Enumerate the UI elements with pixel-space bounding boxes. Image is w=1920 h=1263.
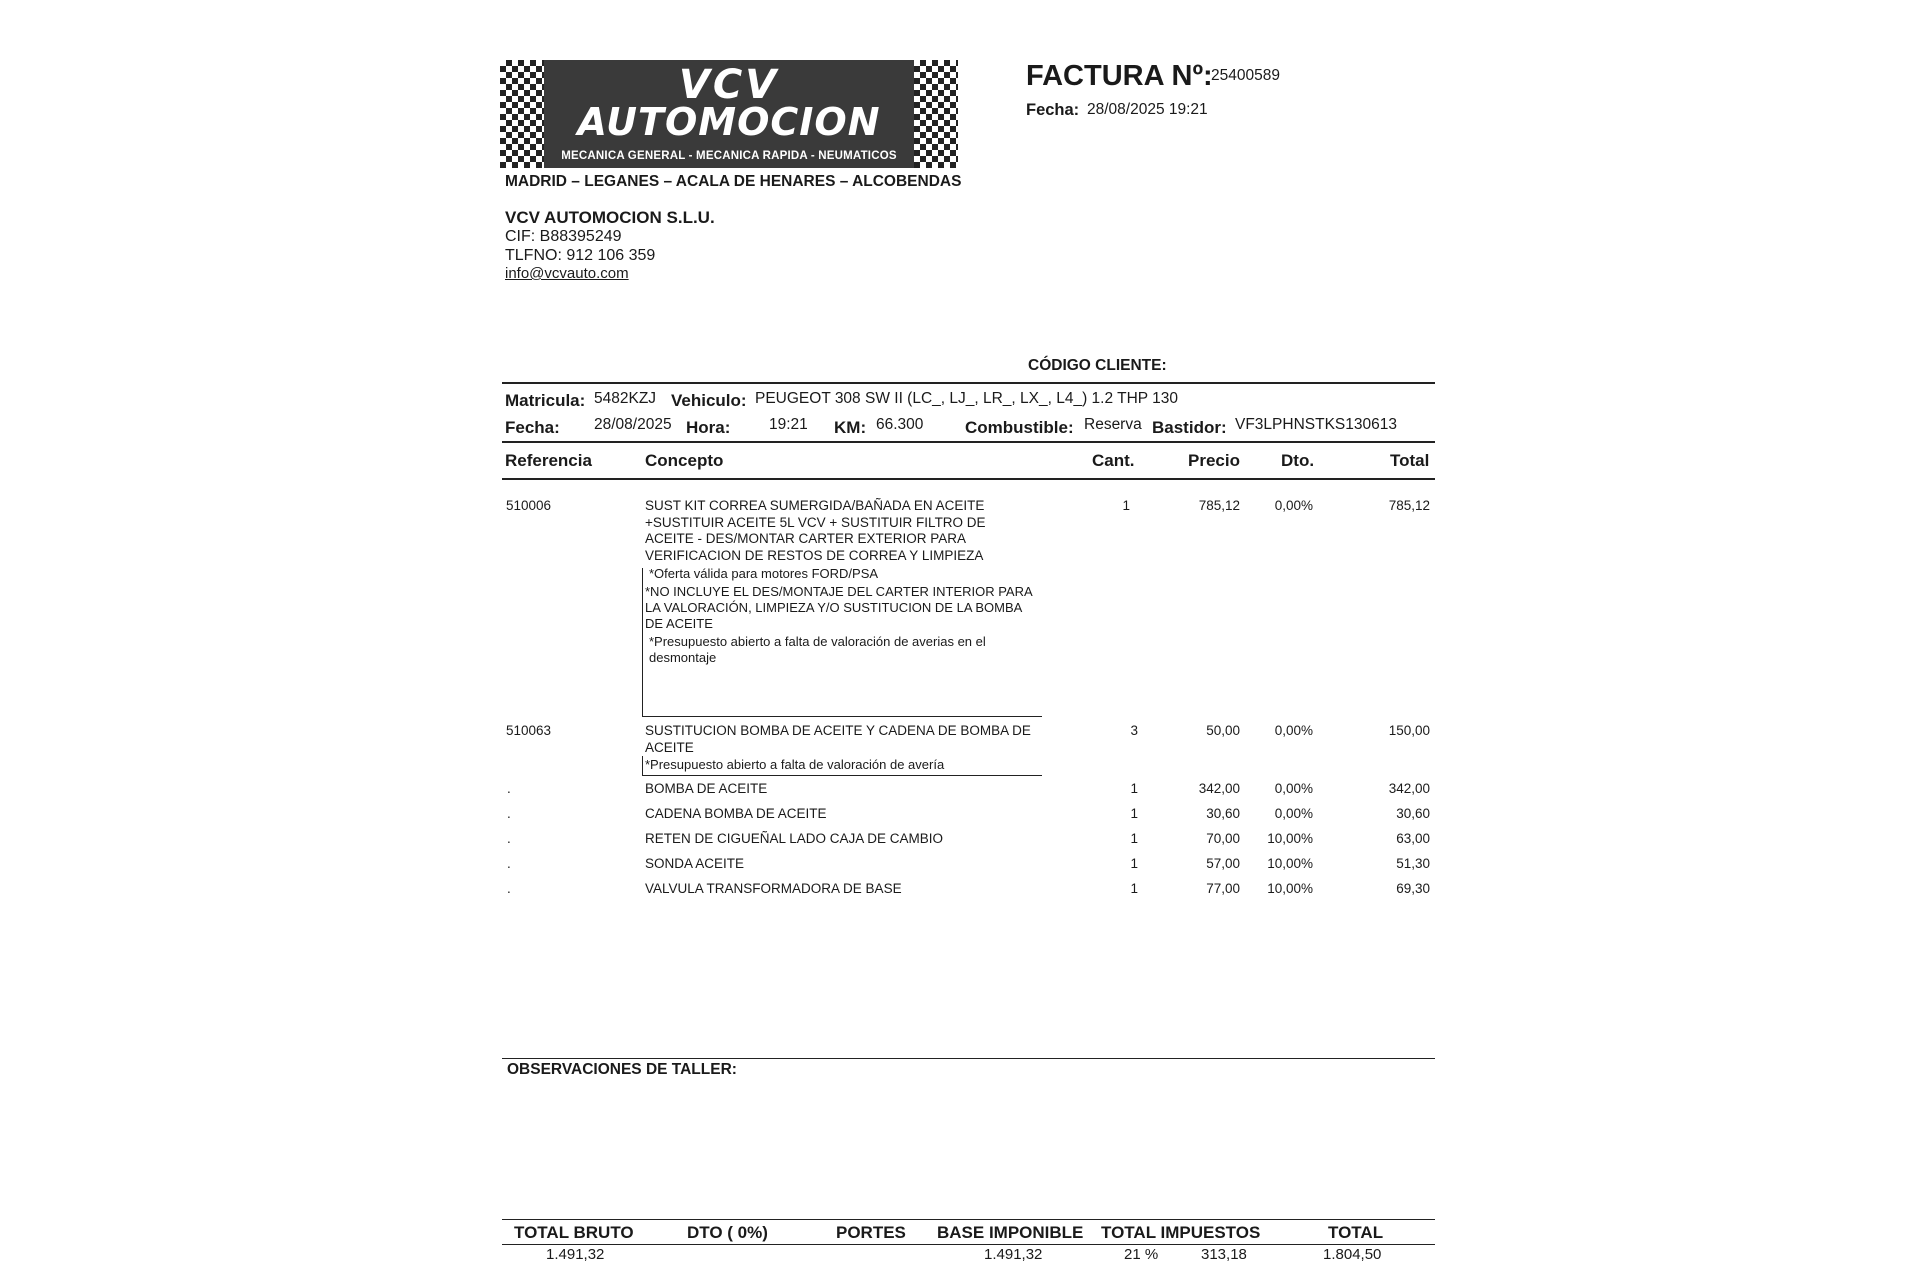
vehiculo-label: Vehiculo: [671,391,747,410]
logo-text-automocion: AUTOMOCION [577,100,881,144]
item-total: 342,00 [1388,781,1430,796]
item-total: 30,60 [1396,806,1430,821]
item-concept: CADENA BOMBA DE ACEITE [645,806,827,821]
company-name: VCV AUTOMOCION S.L.U. [505,208,715,227]
item-dto: 10,00% [1267,856,1313,871]
item-dto: 0,00% [1274,498,1313,513]
vehiculo-value: PEUGEOT 308 SW II (LC_, LJ_, LR_, LX_, L4_) 1.2 THP 130 [755,390,1179,407]
item-cant: 3 [1130,723,1138,738]
note-border [642,756,643,775]
item-precio: 342,00 [1198,781,1240,796]
item-cant: 1 [1130,806,1138,821]
item-concept: RETEN DE CIGUEÑAL LADO CAJA DE CAMBIO [645,831,944,846]
item-concept: BOMBA DE ACEITE [645,781,768,796]
item-concept: SUST KIT CORREA SUMERGIDA/BAÑADA EN ACEITE +SUSTITUIR ACEITE 5L VCV + SUSTITUIR FILTRO DE ACEITE - DES/MONTAR CARTER EXTERIOR PARA VERIFICACION DE RESTOS DE CORREA Y LIMPIEZA [645,498,986,563]
item-note: *Presupuesto abierto a falta de valoración de avería [645,757,945,772]
footer-header-dto: DTO ( 0%) [687,1223,768,1242]
item-note: *Presupuesto abierto a falta de valoración de averias en el desmontaje [649,634,986,665]
item-precio: 30,60 [1206,806,1240,821]
item-concept: SONDA ACEITE [645,856,745,871]
item-precio: 70,00 [1206,831,1240,846]
item-dto: 10,00% [1267,831,1313,846]
km-value: 66.300 [876,416,924,433]
item-ref: . [507,781,511,796]
company-logo [500,60,958,168]
col-header-precio: Precio [1188,451,1240,470]
footer-base-imponible: 1.491,32 [984,1246,1043,1263]
col-header-concepto: Concepto [645,451,724,470]
footer-header-total: TOTAL [1328,1223,1384,1242]
invoice-date-label: Fecha: [1026,101,1080,119]
logo-tagline: MECANICA GENERAL - MECANICA RAPIDA - NEUMATICOS [561,150,897,162]
item-cant: 1 [1130,781,1138,796]
combustible-value: Reserva [1084,416,1142,433]
item-total: 69,30 [1396,881,1430,896]
item-ref: . [507,806,511,821]
item-ref: . [507,881,511,896]
item-concept: VALVULA TRANSFORMADORA DE BASE [645,881,902,896]
item-ref: . [507,856,511,871]
divider [502,478,1435,480]
matricula-value: 5482KZJ [594,390,657,407]
col-header-total: Total [1390,451,1430,470]
item-total: 63,00 [1396,831,1430,846]
item-precio: 77,00 [1206,881,1240,896]
footer-header-total-bruto: TOTAL BRUTO [514,1223,634,1242]
footer-header-portes: PORTES [836,1223,906,1242]
item-ref: 510063 [506,723,552,738]
km-label: KM: [834,418,867,437]
item-cant: 1 [1130,831,1138,846]
item-note: *NO INCLUYE EL DES/MONTAJE DEL CARTER INTERIOR PARA LA VALORACIÓN, LIMPIEZA Y/O SUSTITUCION DE LA BOMBA DE ACEITE [645,584,1032,631]
company-phone: TLFNO: 912 106 359 [505,247,656,264]
divider [502,1058,1435,1059]
item-total: 51,30 [1396,856,1430,871]
item-cant: 1 [1130,856,1138,871]
item-ref: 510006 [506,498,552,513]
footer-impuestos: 313,18 [1201,1246,1247,1263]
invoice-number: 25400589 [1211,67,1280,84]
item-concept: SUSTITUCION BOMBA DE ACEITE Y CADENA DE BOMBA DE ACEITE [645,723,1031,755]
combustible-label: Combustible: [965,418,1074,437]
hora-label: Hora: [686,418,731,437]
item-dto: 0,00% [1274,806,1313,821]
bastidor-label: Bastidor: [1152,418,1227,437]
item-dto: 0,00% [1274,723,1313,738]
col-header-dto: Dto. [1281,451,1315,470]
item-total: 150,00 [1388,723,1430,738]
item-total: 785,12 [1388,498,1430,513]
footer-header-total-impuestos: TOTAL IMPUESTOS [1101,1223,1261,1242]
fecha-label: Fecha: [505,418,560,437]
footer-iva-percent: 21 % [1124,1246,1159,1263]
bastidor-value: VF3LPHNSTKS130613 [1235,416,1397,433]
col-header-referencia: Referencia [505,451,592,470]
company-email-link[interactable]: info@vcvauto.com [505,265,629,282]
matricula-label: Matricula: [505,391,586,410]
invoice-title: FACTURA Nº: [1026,60,1213,92]
company-cif: CIF: B88395249 [505,228,622,245]
item-dto: 10,00% [1267,881,1313,896]
item-precio: 785,12 [1198,498,1240,513]
item-cant: 1 [1122,498,1130,513]
item-precio: 50,00 [1206,723,1240,738]
divider [502,1219,1435,1220]
divider [502,1244,1435,1245]
divider [502,441,1435,443]
locations: MADRID – LEGANES – ACALA DE HENARES – ALCOBENDAS [505,173,962,190]
item-ref: . [507,831,511,846]
fecha-value: 28/08/2025 [594,416,672,433]
note-border [642,716,1042,717]
footer-header-base-imponible: BASE IMPONIBLE [937,1223,1084,1242]
item-dto: 0,00% [1274,781,1313,796]
observaciones-label: OBSERVACIONES DE TALLER: [507,1061,737,1078]
invoice-date: 28/08/2025 19:21 [1087,101,1208,118]
logo-text-vcv: VCV [678,62,780,108]
checkered-flag-left [500,60,544,168]
divider [502,382,1435,384]
client-code-label: CÓDIGO CLIENTE: [1028,357,1167,374]
note-border [642,568,643,717]
col-header-cant: Cant. [1092,451,1135,470]
note-border [642,775,1042,776]
hora-value: 19:21 [769,416,808,433]
checkered-flag-right [914,60,958,168]
footer-total: 1.804,50 [1323,1246,1382,1263]
item-note: *Oferta válida para motores FORD/PSA [649,566,879,581]
item-cant: 1 [1130,881,1138,896]
item-precio: 57,00 [1206,856,1240,871]
footer-total-bruto: 1.491,32 [546,1246,605,1263]
